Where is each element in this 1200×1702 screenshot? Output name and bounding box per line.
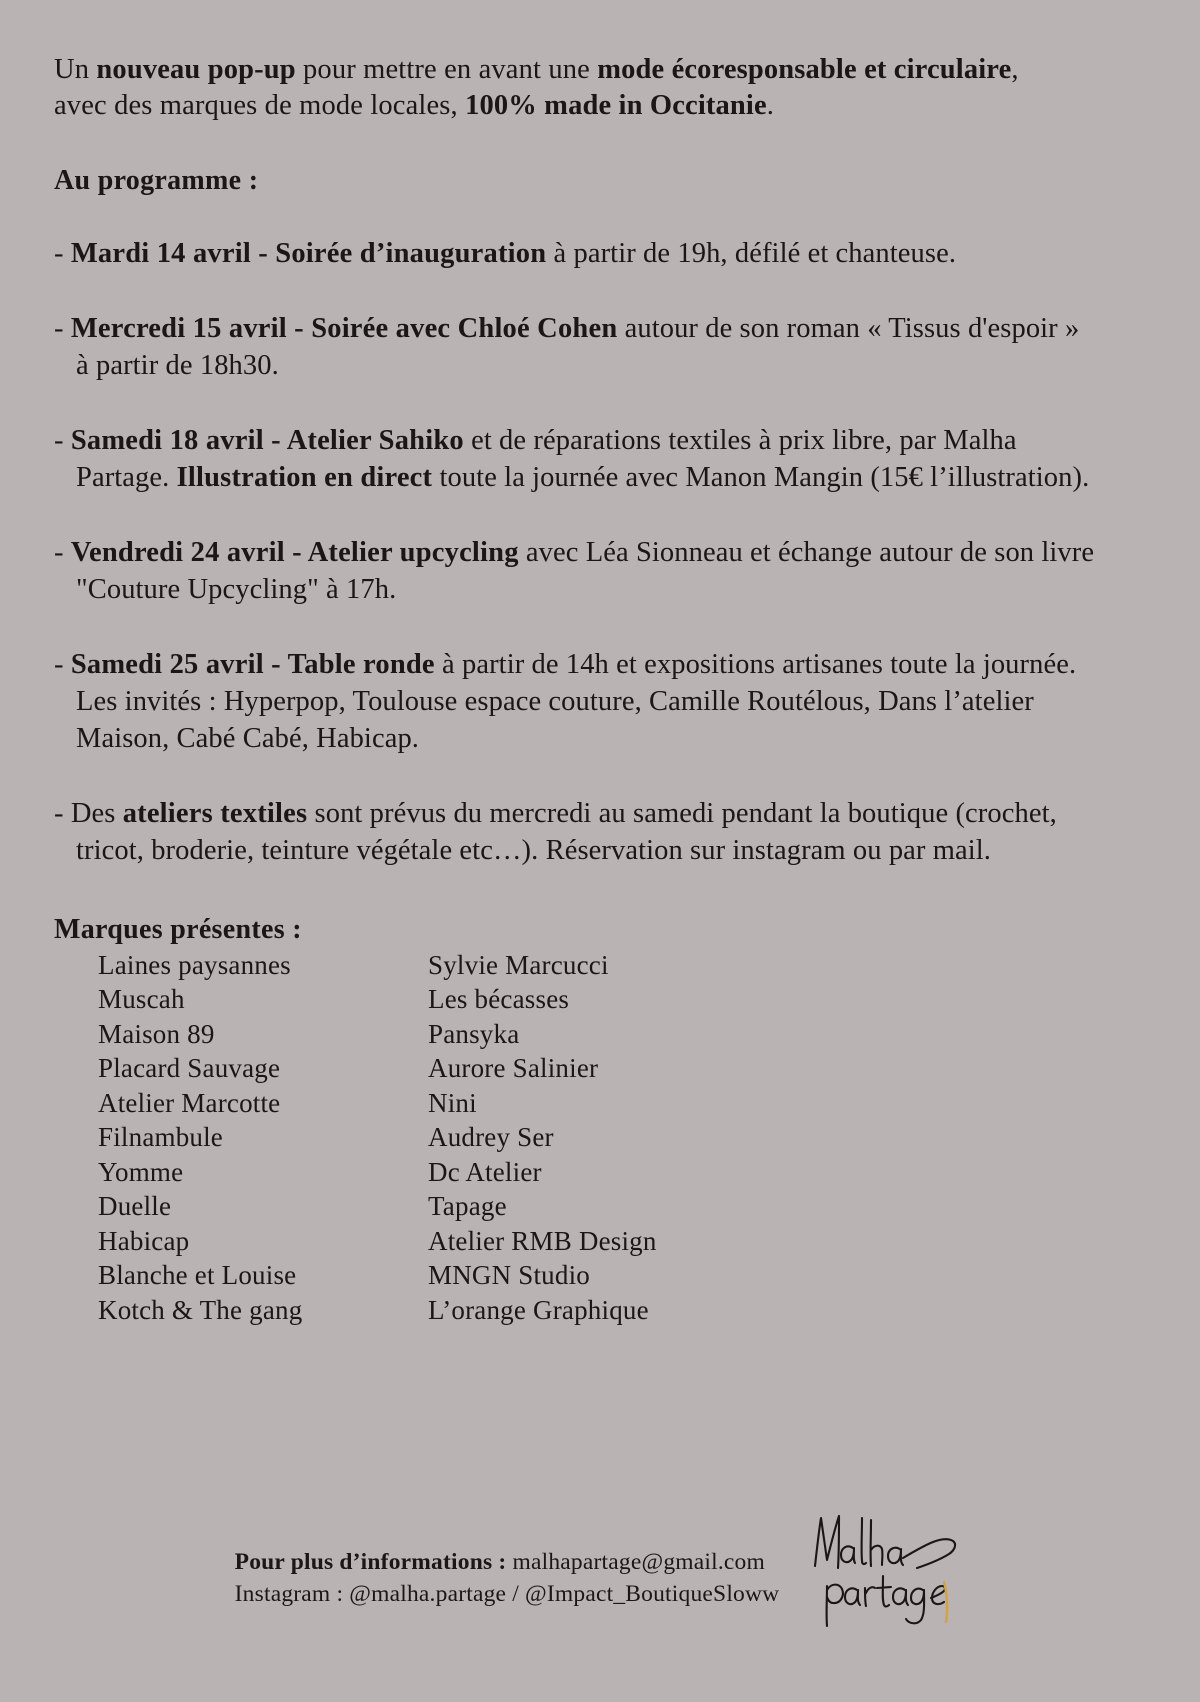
programme-item-title: ateliers textiles [122, 798, 308, 830]
email-address[interactable]: malhapartage@gmail.com [506, 1549, 765, 1576]
programme-item-body-secondary: toute la journée avec Manon Mangin (15€ l’illustration). [432, 462, 1090, 494]
brand-item: Tapage [428, 1191, 507, 1222]
brand-item: MNGN Studio [428, 1260, 590, 1291]
programme-item-title-secondary: Illustration en direct [176, 462, 433, 494]
programme-list [54, 235, 1142, 870]
footer-info-label: Pour plus d’informations : [234, 1549, 507, 1576]
programme-item-body: sont prévus du mercredi au samedi pendant la boutique (crochet, tricot, broderie, teinture végétale etc…). Réservation sur instagram ou par mail. [76, 798, 1057, 867]
brand-item: Audrey Ser [428, 1122, 554, 1153]
intro-text-3: , avec des marques de mode locales, [54, 54, 1019, 122]
list-dash: - [54, 649, 71, 681]
brand-item: Atelier RMB Design [428, 1225, 657, 1256]
brand-item: Habicap [98, 1225, 190, 1256]
brand-item: Yomme [98, 1156, 184, 1187]
footer-contact-block [235, 1547, 780, 1610]
brand-item: Dc Atelier [428, 1156, 542, 1187]
programme-item-ateliers-textiles [54, 795, 1096, 869]
programme-item-body: à partir de 19h, défilé et chanteuse. [546, 237, 957, 269]
footer-email-line [235, 1547, 780, 1578]
programme-item-title: Samedi 18 avril - Atelier Sahiko [70, 425, 464, 457]
programme-item-body: à partir de 14h et expositions artisanes toute la journée. Les invités : Hyperpop, Toulouse espace couture, Camille Routélous, Dans l’atelier Maison, Cabé Cabé, Habicap. [76, 649, 1077, 755]
programme-item-prefix: Des [70, 798, 123, 830]
brand-item: Placard Sauvage [98, 1053, 281, 1084]
footer [0, 1508, 1200, 1610]
malha-partage-logo [805, 1508, 965, 1628]
footer-instagram-line[interactable]: Instagram : @malha.partage / @Impact_BoutiqueSloww [234, 1580, 780, 1607]
programme-item-mardi-14 [54, 235, 1096, 272]
programme-item-title: Samedi 25 avril - Table ronde [70, 649, 435, 681]
brand-item: Maison 89 [98, 1018, 215, 1049]
intro-bold-popup: nouveau pop-up [96, 54, 296, 85]
programme-item-body: avec Léa Sionneau et échange autour de son livre "Couture Upcycling" à 17h. [76, 537, 1095, 606]
intro-text-1: Un [54, 54, 97, 85]
brand-item: Filnambule [98, 1122, 223, 1153]
intro-text-4: . [766, 90, 775, 122]
brand-item: Sylvie Marcucci [428, 949, 609, 980]
brand-item: Atelier Marcotte [98, 1087, 281, 1118]
programme-item-body: et de réparations textiles à prix libre, par Malha Partage. [76, 425, 1017, 494]
brand-item: Muscah [98, 984, 185, 1015]
brand-item: Nini [428, 1087, 477, 1118]
brands-columns [98, 948, 1142, 1328]
list-dash: - [54, 798, 71, 830]
brands-column-right [428, 948, 657, 1328]
intro-bold-mode: mode écoresponsable et circulaire [597, 54, 1012, 85]
programme-heading: Au programme : [54, 164, 259, 196]
programme-item-title: Mardi 14 avril - Soirée d’inauguration [70, 237, 547, 269]
brand-item: Duelle [98, 1191, 172, 1222]
brands-heading: Marques présentes : [54, 913, 302, 945]
brand-item: Pansyka [428, 1018, 520, 1049]
list-dash: - [54, 237, 71, 269]
intro-text-2: pour mettre en avant une [295, 54, 598, 85]
brand-item: Blanche et Louise [98, 1260, 297, 1291]
programme-item-mercredi-15 [54, 310, 1096, 384]
brand-item: Laines paysannes [98, 949, 291, 980]
programme-item-samedi-18 [54, 422, 1096, 496]
brands-column-left [98, 948, 428, 1328]
list-dash: - [54, 425, 71, 457]
intro-bold-occitanie: 100% made in Occitanie [465, 90, 767, 122]
brand-item: Les bécasses [428, 984, 570, 1015]
brand-item: Kotch & The gang [98, 1294, 303, 1325]
programme-item-body: autour de son roman « Tissus d'espoir » à partir de 18h30. [76, 312, 1080, 382]
list-dash: - [54, 312, 71, 344]
list-dash: - [54, 537, 71, 569]
brand-item: Aurore Salinier [428, 1053, 599, 1084]
intro-paragraph [54, 52, 1064, 125]
programme-item-vendredi-24 [54, 534, 1096, 608]
programme-item-title: Vendredi 24 avril - Atelier upcycling [70, 537, 519, 569]
brand-item: L’orange Graphique [428, 1294, 649, 1325]
programme-item-samedi-25 [54, 646, 1096, 757]
programme-item-title: Mercredi 15 avril - Soirée avec Chloé Cohen [70, 312, 618, 344]
